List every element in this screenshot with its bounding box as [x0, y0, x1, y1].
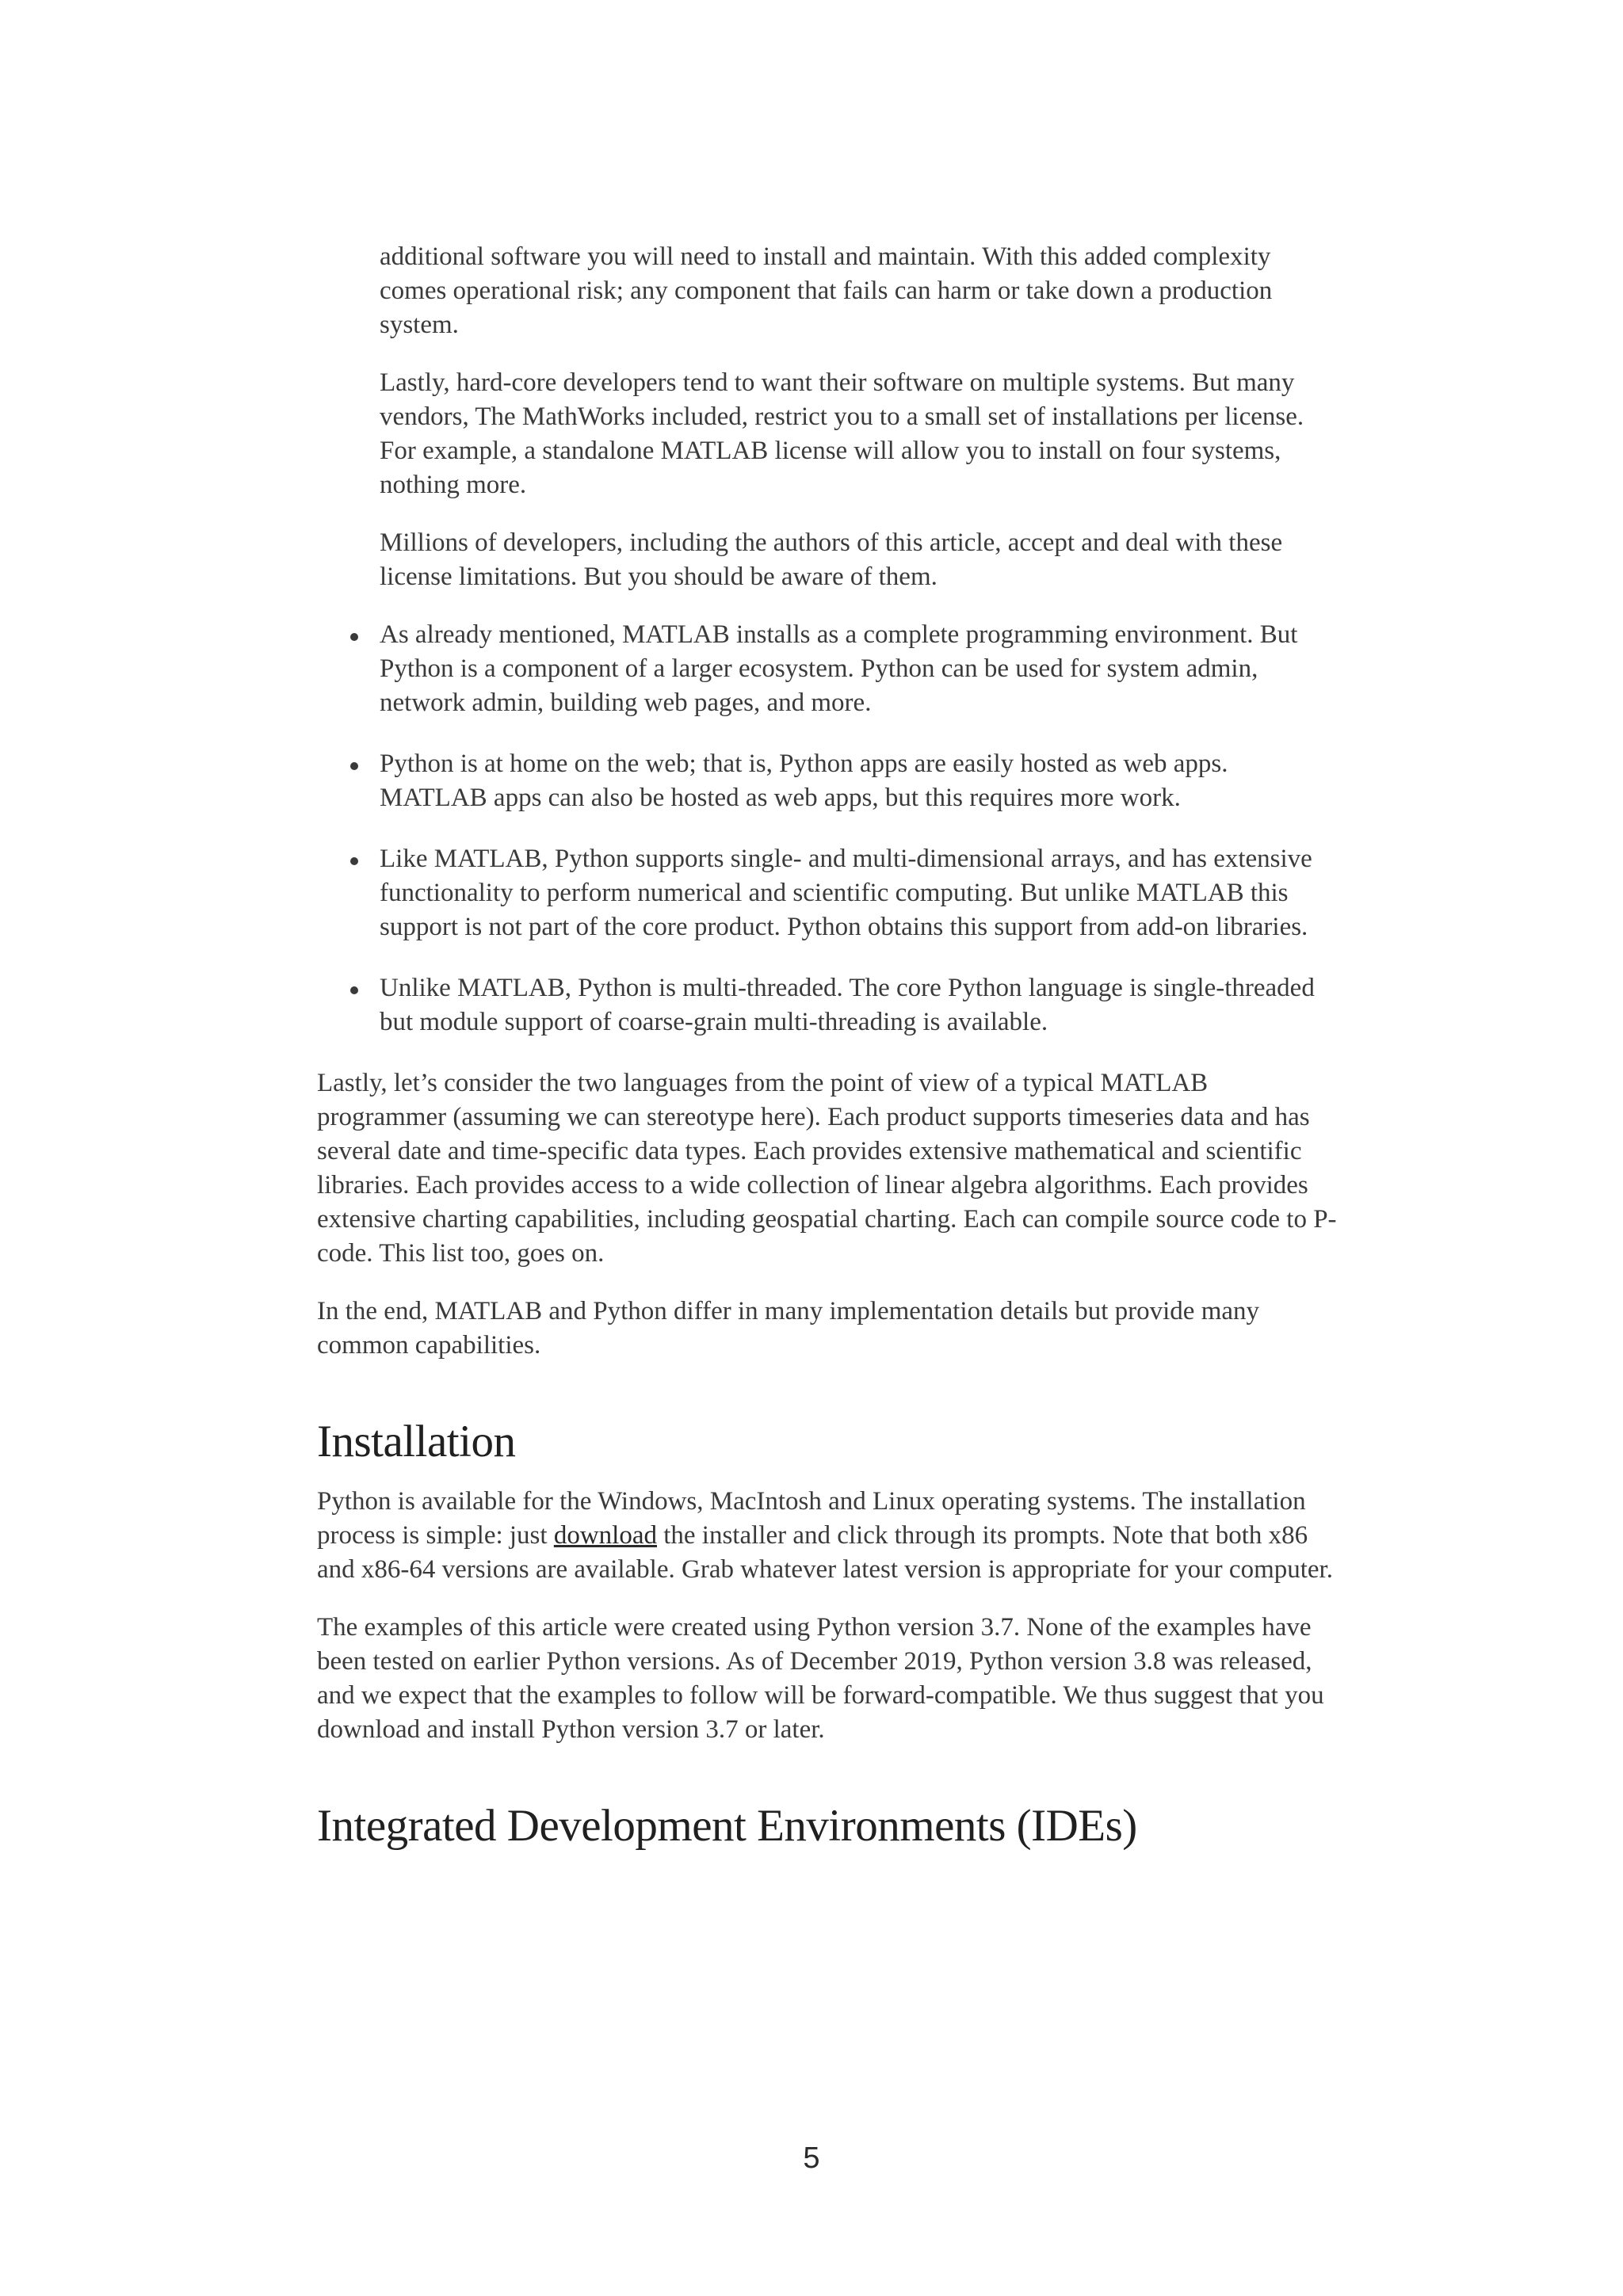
- bullet-icon: [350, 762, 358, 770]
- bullet-text: Python is at home on the web; that is, Python apps are easily hosted as web apps. MATLAB apps can also be hosted as web apps, but this requires more work.: [380, 749, 1228, 812]
- bullet-text: Like MATLAB, Python supports single- and multi-dimensional arrays, and has extensive functionality to perform numerical and scientific computing. But unlike MATLAB this support is not part of the core product. Python obtains this support from add-on libraries.: [380, 845, 1312, 941]
- python-version-paragraph: The examples of this article were created using Python version 3.7. None of the examples have been tested on earlier Python versions. As of December 2019, Python version 3.8 was released, and we expect that the examples to follow will be forward-compatible. We thus suggest that you download and install Python version 3.7 or later.: [317, 1613, 1324, 1744]
- installation-heading: Installation: [317, 1417, 516, 1466]
- installation-text-before-link: Python is available for the Windows, MacIntosh and Linux operating systems. The installation process is simple: just: [317, 1487, 1306, 1550]
- bullet-icon: [350, 857, 358, 865]
- paragraph-conclusion: In the end, MATLAB and Python differ in many implementation details but provide many common capabilities.: [317, 1297, 1260, 1360]
- installation-text-after-link: the installer and click through its prompts. Note that both x86 and x86-64 versions are available. Grab whatever latest version is appropriate for your computer.: [317, 1521, 1333, 1584]
- download-link[interactable]: download: [553, 1521, 657, 1550]
- paragraph-typical-programmer: Lastly, let’s consider the two languages from the point of view of a typical MATLAB programmer (assuming we can stereotype here). Each product supports timeseries data and has several date and time-specific data types. Each provides extensive mathematical and scientific libraries. Each provides access to a wide collection of linear algebra algorithms. Each provides extensive charting capabilities, including geospatial charting. Each can compile source code to P-code. This list too, goes on.: [317, 1069, 1337, 1268]
- bullet-item: [317, 842, 1339, 944]
- ide-heading: Integrated Development Environments (IDEs): [317, 1801, 1137, 1851]
- indented-paragraph-software-risk: additional software you will need to install and maintain. With this added complexity comes operational risk; any component that fails can harm or take down a production system.: [380, 242, 1273, 339]
- indented-paragraph-license-installations: Lastly, hard-core developers tend to want their software on multiple systems. But many vendors, The MathWorks included, restrict you to a small set of installations per license. For example, a standalone MATLAB license will allow you to install on four systems, nothing more.: [380, 368, 1304, 499]
- page-number: 5: [803, 2142, 820, 2175]
- bullet-item: [317, 747, 1339, 815]
- bullet-item: [317, 971, 1339, 1039]
- bullet-icon: [350, 633, 358, 641]
- bullet-text: Unlike MATLAB, Python is multi-threaded. The core Python language is single-threaded but module support of coarse-grain multi-threading is available.: [380, 974, 1315, 1036]
- page-content: [317, 240, 1339, 1869]
- indented-paragraph-license-limitations: Millions of developers, including the authors of this article, accept and deal with these license limitations. But you should be aware of them.: [380, 528, 1283, 591]
- bullet-text: As already mentioned, MATLAB installs as a complete programming environment. But Python is a component of a larger ecosystem. Python can be used for system admin, network admin, building web pages, and more.: [380, 620, 1298, 717]
- bullet-icon: [350, 986, 358, 994]
- bullet-item: [317, 618, 1339, 720]
- comparison-bullet-list: [317, 618, 1339, 1039]
- installation-paragraph: [317, 1485, 1339, 1587]
